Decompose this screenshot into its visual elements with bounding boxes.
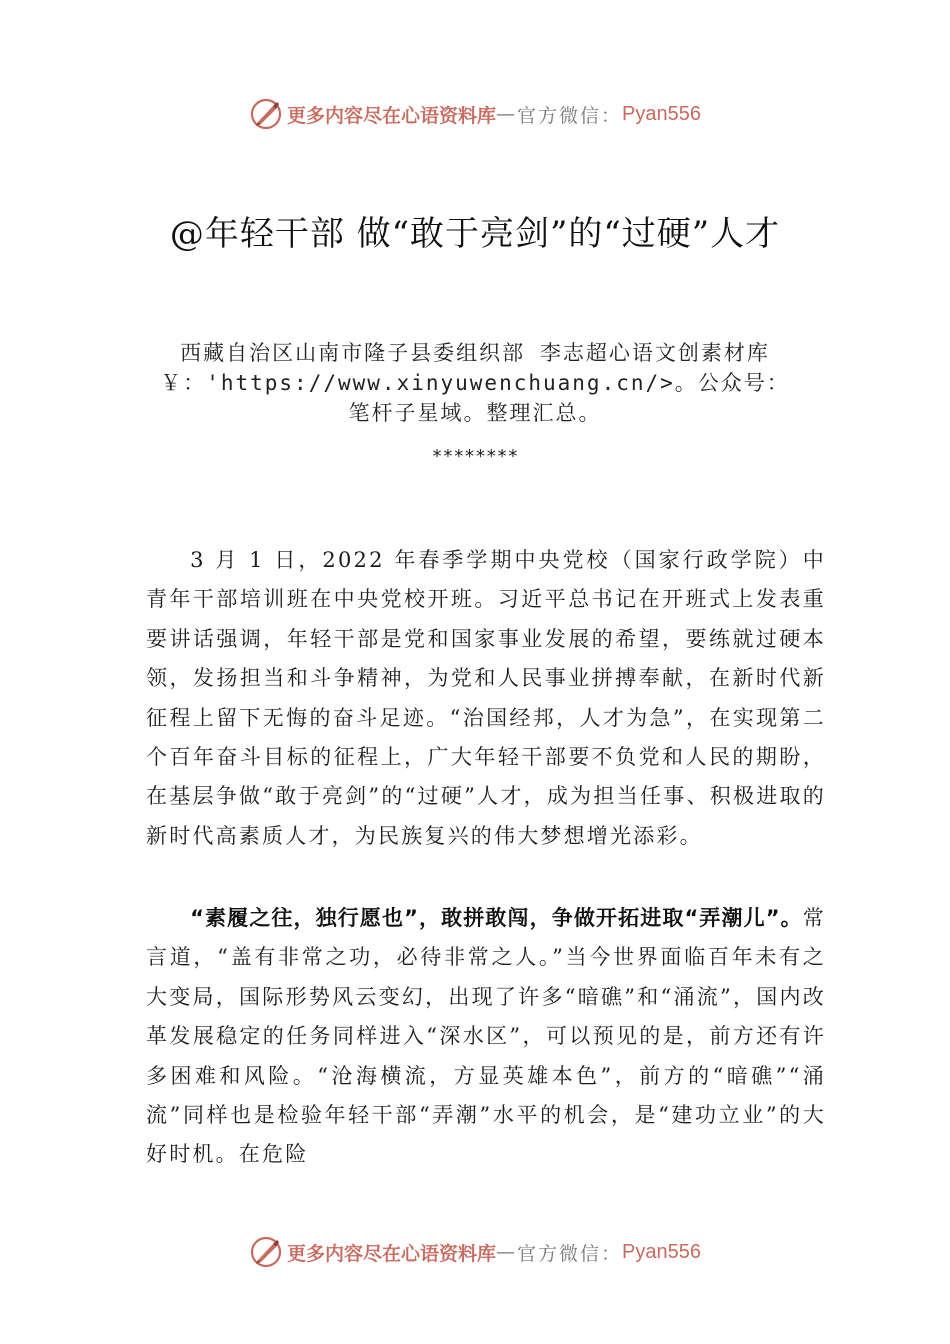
- paragraph-1-text: 3 月 1 日，2022 年春季学期中央党校（国家行政学院）中青年干部培训班在中央党校开班。习近平总书记在开班式上发表重要讲话强调，年轻干部是党和国家事业发展的希望，要练就过硬本领，发扬担当和斗争精神，为党和人民事业拼搏奉献，在新时代新征程上留下无悔的奋斗足迹。“治国经邦，人才为急”，在实现第二个百年奋斗目标的征程上，广大年轻干部要不负党和人民的期盼，在基层争做“敢于亮剑”的“过硬”人才，成为担当任事、积极进取的新时代高素质人才，为民族复兴的伟大梦想增光添彩。: [146, 548, 826, 848]
- banner-label: 官方微信：: [517, 104, 623, 127]
- section-divider: ********: [431, 446, 519, 467]
- paragraph-2: [146, 899, 826, 1175]
- footer-wechat-id: Pyan556: [622, 1240, 701, 1263]
- paragraph-2-heading: “素履之往，独行愿也”，敢拼敢闯，争做开拓进取“弄潮儿”。: [190, 906, 803, 930]
- banner-wechat-id: Pyan556: [622, 102, 701, 125]
- footer-label: 官方微信：: [517, 1242, 623, 1265]
- paragraph-2-body: 常言道，“盖有非常之功，必待非常之人。”当今世界面临百年未有之大变局，国际形势风云变幻，出现了许多“暗礁”和“涌流”，国内改革发展稳定的任务同样进入“深水区”，可以预见的是，前方还有许多困难和风险。“沧海横流，方显英雄本色”，前方的“暗礁”“涌流”同样也是检验年轻干部“弄潮”水平的机会，是“建功立业”的大好时机。在危险: [146, 906, 826, 1167]
- pen-quill-logo-icon: [249, 1235, 283, 1269]
- paragraph-1: [146, 541, 826, 856]
- footer-separator: —: [496, 1241, 518, 1263]
- pen-quill-logo-icon: [249, 97, 283, 131]
- banner-main-text: 更多内容尽在心语资料库: [287, 104, 497, 127]
- byline: 西藏自治区山南市隆子县委组织部 李志超心语文创素材库￥：'https://www.xinyuwenchuang.cn/>。公众号：笔杆子星域。整理汇总。: [160, 341, 790, 425]
- banner-separator: —: [496, 103, 518, 125]
- paragraph-2-text: [146, 899, 826, 1175]
- page-title: @年轻干部 做“敢于亮剑”的“过硬”人才: [169, 214, 781, 254]
- header-banner: [0, 94, 950, 134]
- footer-banner: [0, 1232, 950, 1272]
- footer-main-text: 更多内容尽在心语资料库: [287, 1242, 497, 1265]
